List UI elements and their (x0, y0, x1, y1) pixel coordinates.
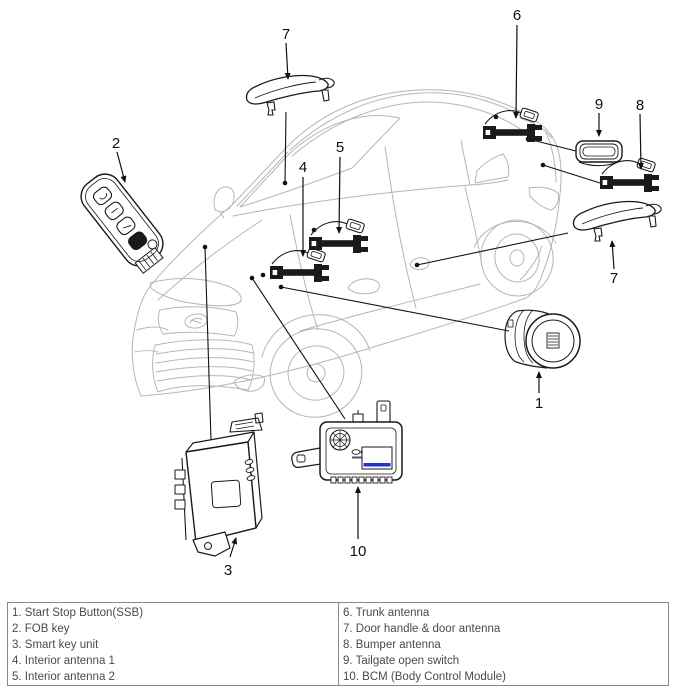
leader-door-handle-left (285, 112, 286, 183)
callout-start-stop-button: 1 (534, 395, 544, 412)
car-illustration (132, 90, 561, 429)
interior-antenna-2-illustration (309, 219, 368, 253)
legend-item-6: 6. Trunk antenna (343, 607, 430, 619)
callout-door-handle-right: 7 (609, 270, 619, 287)
door-handle-left-illustration (246, 75, 334, 115)
callout-tailgate-open-switch: 9 (594, 96, 604, 113)
legend-item-4: 4. Interior antenna 1 (12, 655, 115, 667)
legend-item-1: 1. Start Stop Button(SSB) (12, 607, 144, 619)
callout-bcm: 10 (349, 543, 367, 560)
front-door-handle-detail (348, 279, 379, 294)
leader-ssb (281, 287, 509, 331)
callout-interior-antenna-2: 5 (335, 139, 345, 156)
side-mirror (214, 187, 234, 218)
callout-door-handle-left: 7 (281, 26, 291, 43)
smart-key-unit-illustration (175, 413, 263, 556)
lower-grille (153, 340, 254, 392)
legend-item-2: 2. FOB key (12, 623, 70, 635)
tail-lamp (529, 187, 559, 210)
bumper-antenna-illustration (600, 158, 659, 192)
leader-door-handle-right (417, 233, 568, 265)
callout-trunk-antenna: 6 (512, 7, 522, 24)
callout-fob-key: 2 (111, 135, 121, 152)
legend-item-9: 9. Tailgate open switch (343, 655, 460, 667)
legend-table (7, 602, 669, 686)
hyundai-logo (184, 313, 208, 330)
legend-item-8: 8. Bumper antenna (343, 639, 441, 651)
leader-bumper-antenna (543, 165, 600, 183)
start-stop-button-illustration (505, 310, 580, 368)
legend-item-7: 7. Door handle & door antenna (343, 623, 501, 635)
door-handle-right-illustration (573, 201, 661, 241)
bcm-label-text-bar (364, 463, 391, 467)
legend-column-right (338, 603, 668, 685)
leader-smart-key-unit (205, 247, 211, 440)
callout-smart-key-unit: 3 (223, 562, 233, 579)
rear-door-handle-detail (410, 258, 429, 270)
headlight (150, 278, 241, 305)
rear-wheel (474, 213, 560, 302)
callout-interior-antenna-1: 4 (298, 159, 308, 176)
bcm-illustration (292, 401, 402, 483)
legend-item-3: 3. Smart key unit (12, 639, 99, 651)
callout-bumper-antenna: 8 (635, 97, 645, 114)
fob-key-illustration (75, 168, 173, 277)
legend-item-10: 10. BCM (Body Control Module) (343, 671, 506, 683)
legend-item-5: 5. Interior antenna 2 (12, 671, 115, 683)
legend-column-left (8, 603, 338, 685)
upper-grille (158, 307, 237, 336)
leader-bcm (252, 278, 345, 419)
tailgate-open-switch-illustration (576, 141, 622, 166)
interior-antenna-1-illustration (270, 248, 329, 282)
front-wheel (259, 315, 374, 429)
